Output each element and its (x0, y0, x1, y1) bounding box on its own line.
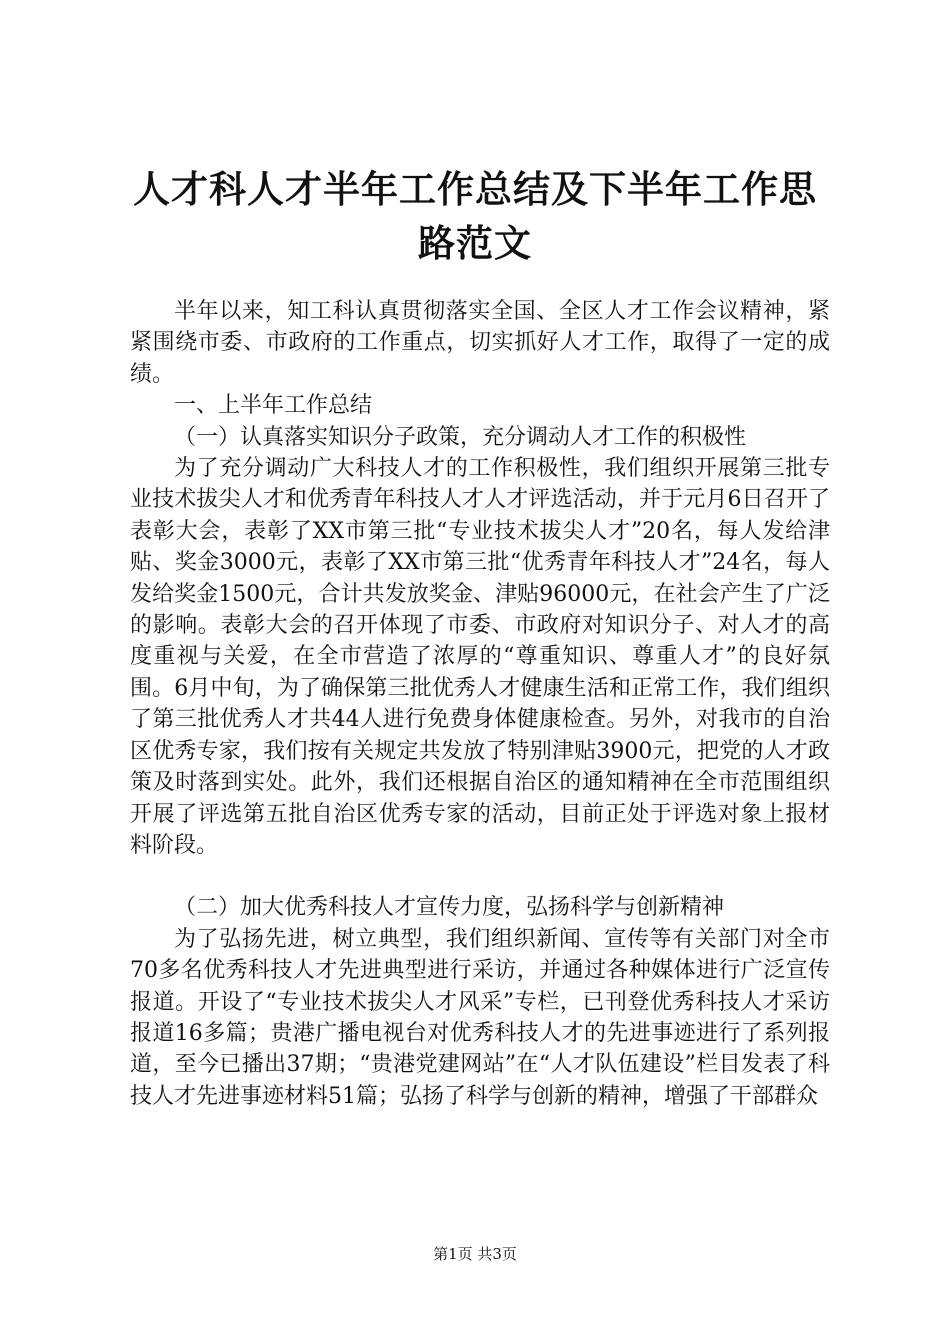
page-footer: 第1页 共3页 (433, 1245, 517, 1263)
section-heading-1: 一、上半年工作总结 (174, 393, 373, 419)
paragraph-spacer (130, 861, 830, 892)
document-title: 人才科人才半年工作总结及下半年工作思路范文 (133, 168, 817, 265)
document-body (130, 296, 830, 1112)
body-paragraph-1: 为了充分调动广大科技人才的工作积极性，我们组织开展第三批专业技术拔尖人才和优秀青年科技人才人才评选活动，并于元月6日召开了表彰大会，表彰了XX市第三批“专业技术拔尖人才”20名，每人发给津贴、奖金3000元，表彰了XX市第三批“优秀青年科技人才”24名，每人发给奖金1500元，合计共发放奖金、津贴96000元，在社会产生了广泛的影响。表彰大会的召开体现了市委、市政府对知识分子、对人才的高度重视与关爱，在全市营造了浓厚的“尊重知识、尊重人才”的良好氛围。6月中旬，为了确保第三批优秀人才健康生活和正常工作，我们组织了第三批优秀人才共44人进行免费身体健康检查。另外，对我市的自治区优秀专家，我们按有关规定共发放了特别津贴3900元，把党的人才政策及时落到实处。此外，我们还根据自治区的通知精神在全市范围组织开展了评选第五批自治区优秀专家的活动，目前正处于评选对象上报材料阶段。 (130, 456, 830, 858)
body-paragraph-2: 为了弘扬先进，树立典型，我们组织新闻、宣传等有关部门对全市70多名优秀科技人才先进典型进行采访，并通过各种媒体进行广泛宣传报道。开设了“专业技术拔尖人才风采”专栏，已刊登优秀科技人才采访报道16多篇；贵港广播电视台对优秀科技人才的先进事迹进行了系列报道，至今已播出37期；“贵港党建网站”在“人才队伍建设”栏目发表了科技人才先进事迹材料51篇；弘扬了科学与创新的精神，增强了干部群众 (130, 926, 830, 1109)
subsection-heading-1: （一）认真落实知识分子政策，充分调动人才工作的积极性 (174, 424, 747, 450)
subsection-heading-2: （二）加大优秀科技人才宣传力度，弘扬科学与创新精神 (174, 895, 725, 921)
intro-paragraph: 半年以来，知工科认真贯彻落实全国、全区人才工作会议精神，紧紧围绕市委、市政府的工作重点，切实抓好人才工作，取得了一定的成绩。 (130, 299, 830, 387)
